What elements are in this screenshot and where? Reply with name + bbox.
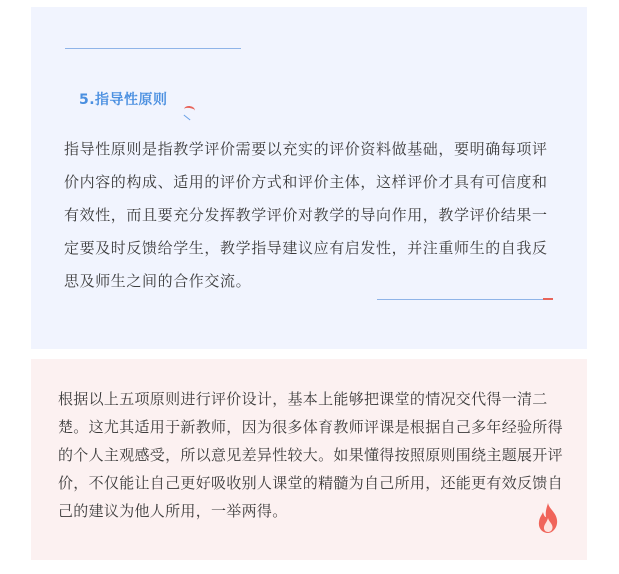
top-divider-line — [65, 48, 241, 49]
heading-blue-accent — [184, 115, 191, 121]
summary-card — [31, 359, 587, 560]
principle-card — [31, 7, 587, 349]
heading-red-accent — [183, 105, 195, 114]
bottom-divider-line — [377, 299, 545, 300]
principle-paragraph: 指导性原则是指教学评价需要以充实的评价资料做基础，要明确每项评价内容的构成、适用的评价方式和评价主体，这样评价才具有可信度和有效性，而且要充分发挥教学评价对教学的导向作用，教学评价结果一定要及时反馈给学生，教学指导建议应有启发性，并注重师生的自我反思及师生之间的合作交流。 — [64, 140, 548, 290]
flame-icon — [536, 502, 560, 534]
section-heading: 5.指导性原则 — [79, 92, 168, 108]
bottom-red-accent — [543, 298, 553, 300]
summary-paragraph: 根据以上五项原则进行评价设计，基本上能够把课堂的情况交代得一清二楚。这尤其适用于新教师，因为很多体育教师评课是根据自己多年经验所得的个人主观感受，所以意见差异性较大。如果懂得按照原则围绕主题展开评价，不仅能让自己更好吸收别人课堂的精髓为自己所用，还能更有效反馈自己的建议为他人所用，一举两得。 — [58, 390, 563, 520]
